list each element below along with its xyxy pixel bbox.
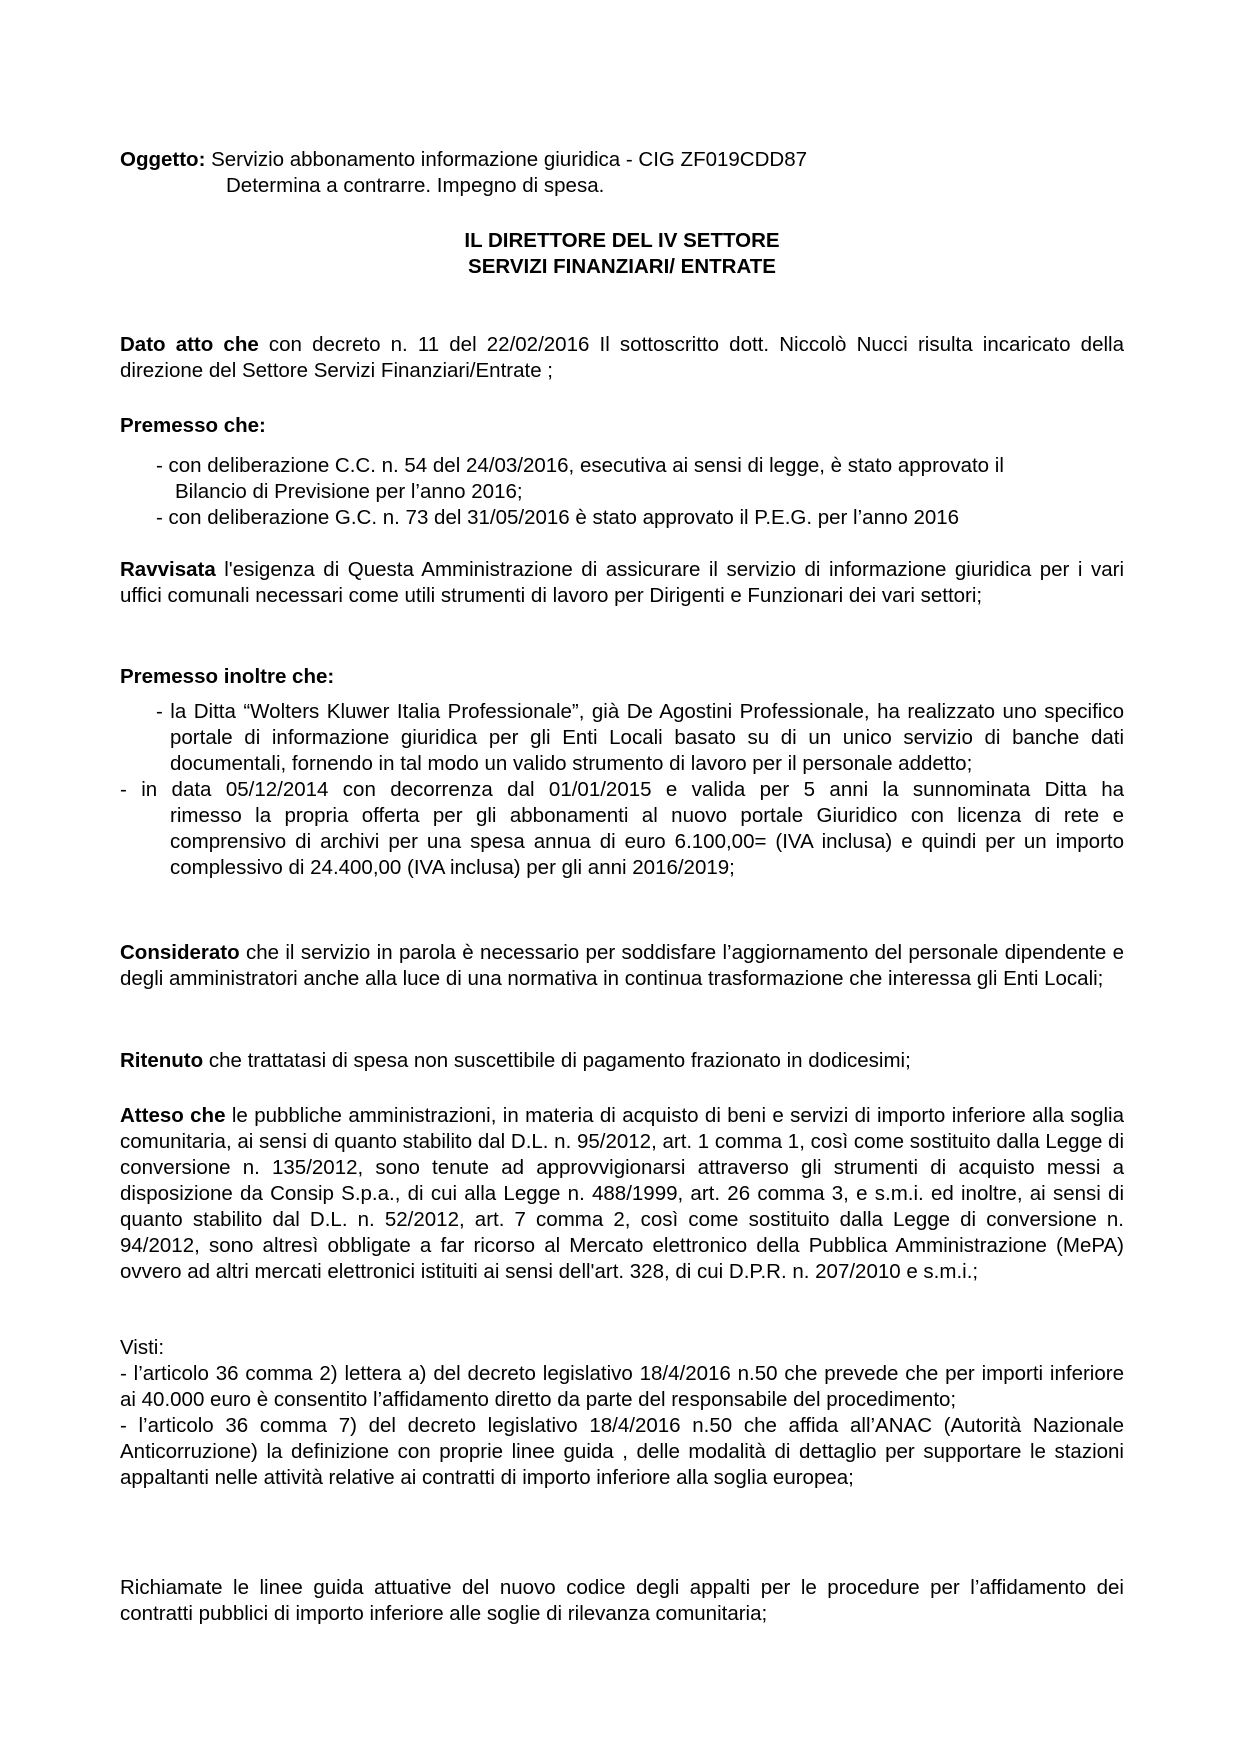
ravvisata-paragraph xyxy=(120,557,1124,609)
premesso-inoltre-section xyxy=(120,664,1124,881)
visti-item-1: - l’articolo 36 comma 2) lettera a) del decreto legislativo 18/4/2016 n.50 che prevede che per importi inferiore ai 40.000 euro è consentito l’affidamento diretto da parte del responsabile del procedimento; xyxy=(120,1362,1124,1411)
richiamate-text: Richiamate le linee guida attuative del nuovo codice degli appalti per le procedure per l’affidamento dei contratti pubblici di importo inferiore alle soglie di rilevanza comunitaria; xyxy=(120,1576,1124,1625)
subject-line-2 xyxy=(120,173,1120,199)
premesso-inoltre-item-2 xyxy=(120,777,1124,881)
premesso-item-1: - con deliberazione C.C. n. 54 del 24/03/2016, esecutiva ai sensi di legge, è stato approvato il xyxy=(156,454,1004,477)
premesso-inoltre-item-1 xyxy=(156,699,1124,777)
premesso-inoltre-item-2-rest: rimesso la propria offerta per gli abbonamenti al nuovo portale Giuridico con licenza di rete e comprensivo di archivi per una spesa annua di euro 6.100,00= (IVA inclusa) e quindi per un importo complessivo di 24.400,00 (IVA inclusa) per gli anni 2016/2019; xyxy=(170,804,1124,879)
premesso-item-1-cont: Bilancio di Previsione per l’anno 2016; xyxy=(175,480,523,503)
premesso-inoltre-item-2-first: - in data 05/12/2014 con decorrenza dal 01/01/2015 e valida per 5 anni la sunnominata Ditta ha xyxy=(120,778,1124,801)
visti-item-2: - l’articolo 36 comma 7) del decreto legislativo 18/4/2016 n.50 che affida all’ANAC (Autorità Nazionale Anticorruzione) la definizione con proprie linee guida , delle modalità di dettaglio per supportare le stazioni appaltanti nelle attività relative ai contratti di importo inferiore alla soglia europea; xyxy=(120,1414,1124,1489)
atteso-bold: Atteso che xyxy=(120,1104,226,1127)
ravvisata-text: l'esigenza di Questa Amministrazione di assicurare il servizio di informazione giuridica per i vari uffici comunali necessari come utili strumenti di lavoro per Dirigenti e Funzionari dei vari settori; xyxy=(120,558,1124,607)
premesso-inoltre-title xyxy=(120,664,1124,690)
richiamate-paragraph xyxy=(120,1575,1124,1627)
ravvisata-bold: Ravvisata xyxy=(120,558,216,581)
premesso-inoltre-item-1-text: - la Ditta “Wolters Kluwer Italia Professionale”, già De Agostini Professionale, ha realizzato uno specifico portale di informazione giuridica per gli Enti Locali basato su di un unico servizio di banche dati documentali, fornendo in tal modo un valido strumento di lavoro per il personale addetto; xyxy=(156,700,1124,775)
subject-line-1 xyxy=(120,147,1120,173)
premesso-inoltre-title-text: Premesso inoltre che: xyxy=(120,665,335,688)
ritenuto-text: che trattatasi di spesa non suscettibile di pagamento frazionato in dodicesimi; xyxy=(203,1049,911,1072)
premesso-item-2: - con deliberazione G.C. n. 73 del 31/05/2016 è stato approvato il P.E.G. per l’anno 2016 xyxy=(156,506,960,529)
considerato-bold: Considerato xyxy=(120,941,240,964)
subject-block xyxy=(120,147,1120,199)
premesso-title xyxy=(120,413,1124,439)
ritenuto-bold: Ritenuto xyxy=(120,1049,204,1072)
heading-block xyxy=(120,228,1124,280)
premesso-title-text: Premesso che: xyxy=(120,414,266,437)
dato-atto-bold: Dato atto che xyxy=(120,333,259,356)
atteso-text: le pubbliche amministrazioni, in materia di acquisto di beni e servizi di importo inferiore alla soglia comunitaria, ai sensi di quanto stabilito dal D.L. n. 95/2012, art. 1 comma 1, così come sostituito dalla Legge di conversione n. 135/2012, sono tenute ad approvvigionarsi attraverso gli strumenti di acquisto messi a disposizione da Consip S.p.a., di cui alla Legge n. 488/1999, art. 26 comma 3, e s.m.i. ed inoltre, ai sensi di quanto stabilito dal D.L. n. 52/2012, art. 7 comma 2, così come sostituito dalla Legge di conversione n. 94/2012, sono altresì obbligate a far ricorso al Mercato elettronico della Pubblica Amministrazione (MePA) ovvero ad altri mercati elettronici istituiti ai sensi dell'art. 328, di cui D.P.R. n. 207/2010 e s.m.i.; xyxy=(120,1104,1124,1283)
subject-text: Servizio abbonamento informazione giuridica - CIG ZF019CDD87 xyxy=(211,148,808,171)
premesso-section xyxy=(120,413,1124,531)
heading-line-1: IL DIRETTORE DEL IV SETTORE xyxy=(464,229,780,252)
considerato-paragraph xyxy=(120,940,1124,992)
dato-atto-text: con decreto n. 11 del 22/02/2016 Il sottoscritto dott. Niccolò Nucci risulta incaricato della direzione del Settore Servizi Finanziari/Entrate ; xyxy=(120,333,1124,382)
visti-section xyxy=(120,1335,1124,1491)
visti-title: Visti: xyxy=(120,1336,165,1359)
ritenuto-paragraph xyxy=(120,1048,1124,1074)
subject-text-2: Determina a contrarre. Impegno di spesa. xyxy=(226,174,605,197)
atteso-paragraph xyxy=(120,1103,1124,1285)
subject-label: Oggetto: xyxy=(120,148,206,171)
heading-line-2: SERVIZI FINANZIARI/ ENTRATE xyxy=(468,255,776,278)
dato-atto-paragraph xyxy=(120,332,1124,384)
considerato-text: che il servizio in parola è necessario per soddisfare l’aggiornamento del personale dipendente e degli amministratori anche alla luce di una normativa in continua trasformazione che interessa gli Enti Locali; xyxy=(120,941,1124,990)
premesso-list xyxy=(120,453,1124,531)
